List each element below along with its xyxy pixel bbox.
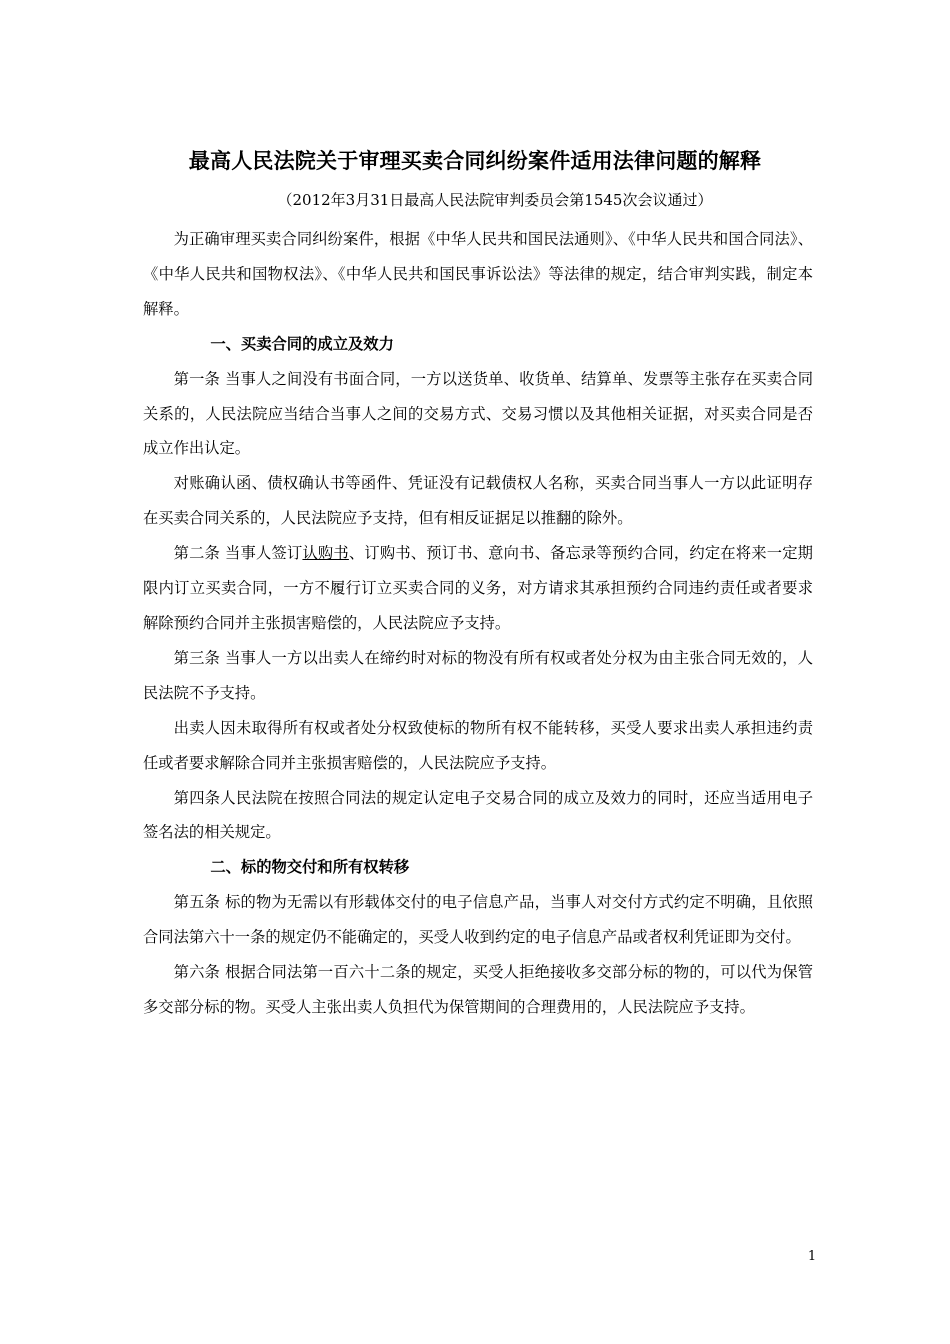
document-body <box>143 222 813 1025</box>
article-1-paragraph-1: 第一条 当事人之间没有书面合同，一方以送货单、收货单、结算单、发票等主张存在买卖合同关系的，人民法院应当结合当事人之间的交易方式、交易习惯以及其他相关证据，对买卖合同是否成立作出认定。 <box>143 369 813 458</box>
article-3-paragraph-1: 第三条 当事人一方以出卖人在缔约时对标的物没有所有权或者处分权为由主张合同无效的，人民法院不予支持。 <box>143 648 813 702</box>
article-5-paragraph: 第五条 标的物为无需以有形载体交付的电子信息产品，当事人对交付方式约定不明确，且依照合同法第六十一条的规定仍不能确定的，买受人收到约定的电子信息产品或者权利凭证即为交付。 <box>143 893 813 947</box>
article-2-paragraph <box>143 536 813 641</box>
article-2-text-start: 第二条 当事人签订 <box>173 544 303 563</box>
intro-paragraph: 为正确审理买卖合同纠纷案件，根据《中华人民共和国民法通则》、《中华人民共和国合同法》、《中华人民共和国物权法》、《中华人民共和国民事诉讼法》等法律的规定，结合审判实践，制定本解释。 <box>143 230 813 318</box>
article-6-paragraph: 第六条 根据合同法第一百六十二条的规定，买受人拒绝接收多交部分标的物的，可以代为保管多交部分标的物。买受人主张出卖人负担代为保管期间的合理费用的，人民法院应予支持。 <box>143 963 813 1016</box>
section-heading-2: 二、标的物交付和所有权转移 <box>210 858 410 877</box>
article-3-paragraph-2: 出卖人因未取得所有权或者处分权致使标的物所有权不能转移，买受人要求出卖人承担违约责任或者要求解除合同并主张损害赔偿的，人民法院应予支持。 <box>143 718 813 772</box>
document-title: 最高人民法院关于审理买卖合同纠纷案件适用法律问题的解释 <box>188 149 762 173</box>
document-subtitle: （2012年3月31日最高人民法院审判委员会第1545次会议通过） <box>277 191 713 209</box>
section-heading-1: 一、买卖合同的成立及效力 <box>210 334 394 353</box>
page-number: 1 <box>807 1249 817 1264</box>
underlined-term: 认购书 <box>302 544 349 563</box>
article-4-paragraph: 第四条人民法院在按照合同法的规定认定电子交易合同的成立及效力的同时，还应当适用电子签名法的相关规定。 <box>143 788 813 842</box>
article-2-text-end: 、订购书、预订书、意向书、备忘录等预约合同，约定在将来一定期限内订立买卖合同，一方不履行订立买卖合同的义务，对方请求其承担预约合同违约责任或者要求解除预约合同并主张损害赔偿的，人民法院应予支持。 <box>143 544 813 632</box>
article-1-paragraph-2: 对账确认函、债权确认书等函件、凭证没有记载债权人名称，买卖合同当事人一方以此证明存在买卖合同关系的，人民法院应予支持，但有相反证据足以推翻的除外。 <box>143 474 813 528</box>
